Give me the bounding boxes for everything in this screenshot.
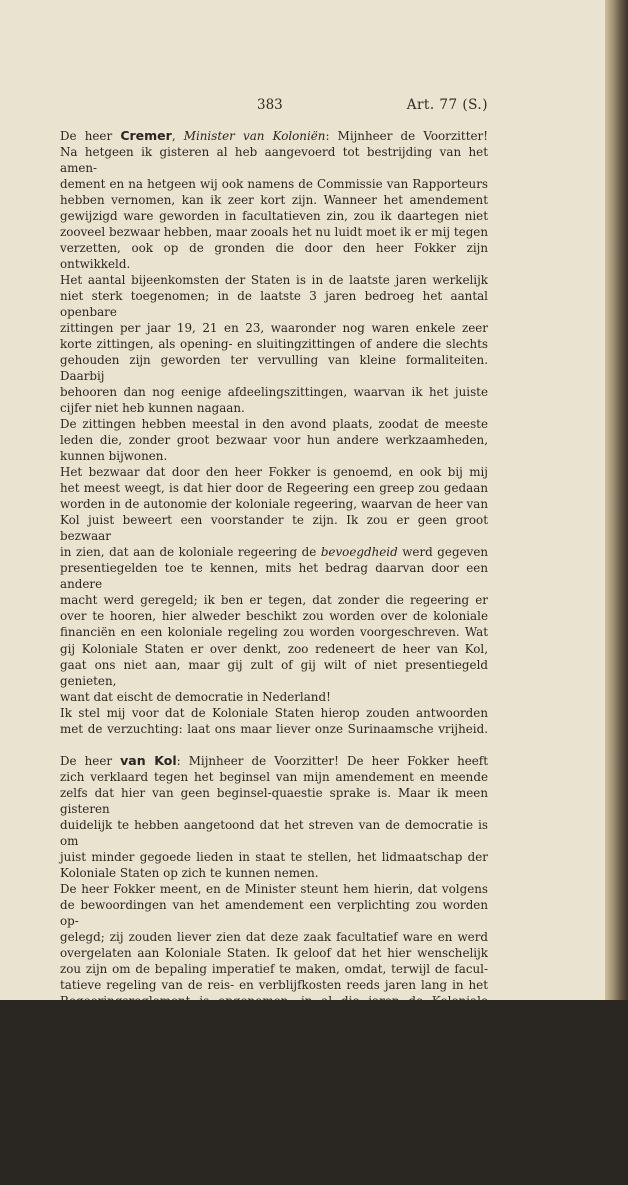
text-line: De heer Cremer, Minister van Koloniën: Mijnheer de Voorzitter!: [60, 128, 488, 143]
text-line: worden in de autonomie der koloniale regeering, waarvan de heer van: [60, 497, 488, 512]
text-line: met de verzuchting: laat ons maar liever onze Surinaamsche vrijheid.: [60, 721, 488, 736]
text-line: Koloniale Staten op zich te kunnen nemen.: [60, 865, 319, 880]
text-line: gelegd; zij zouden liever zien dat deze zaak facultatief ware en werd: [60, 929, 488, 944]
text-line: kunnen bijwonen.: [60, 449, 168, 464]
text-line: De heer Fokker meent, en de Minister steunt hem hierin, dat volgens: [60, 881, 488, 896]
page-edge: [605, 0, 628, 1000]
text-line: Regeeringsreglement is opgenomen, in al die jaren de Koloniale Staten: [60, 993, 488, 1024]
text-line: Het aantal bijeenkomsten der Staten is in de laatste jaren werkelijk: [60, 273, 488, 288]
text-line: uit te voeren wat is vastgesteld.: [60, 1073, 253, 1088]
text-line: gij Koloniale Staten er over denkt, zoo redeneert de heer van Kol,: [60, 641, 488, 656]
text-line: sterken prikkel te hebben om de Koloniale Staten te dwingen althans: [60, 1057, 488, 1072]
text-line: zich verklaard tegen het beginsel van mijn amendement en meende: [60, 769, 488, 784]
text-line: verzuimd hebben de wet uit te voeren. Ik zou dus het imperatieve, dat: [60, 1025, 488, 1040]
text-line: Na hetgeen ik gisteren al heb aangevoerd tot bestrijding van het amen-: [60, 145, 488, 176]
article-reference: Art. 77 (S.): [406, 97, 488, 113]
text-line: zooveel bezwaar hebben, maar zooals het nu luidt moet ik er mij tegen: [60, 225, 488, 240]
text-line: macht werd geregeld; ik ben er tegen, dat zonder die regeering er: [60, 593, 488, 608]
text-line: komt alles toch op hetzelfde neder. De gemeenteraden stellen zelf de: [60, 1170, 488, 1184]
text-line: Kol juist beweert een voorstander te zijn. Ik zou er geen groot bezwaar: [60, 513, 488, 544]
text-line: Daarop kom ik echter nader terug.: [60, 1089, 271, 1104]
text-line: De heer van Kol: Mijnheer de Voorzitter! De heer Fokker heeft: [60, 752, 488, 768]
text-line: duidelijk te hebben aangetoond dat het streven van de democratie is om: [60, 817, 488, 848]
text-line: gewijzigd ware geworden in facultatieven zin, zou ik daartegen niet: [60, 209, 488, 224]
text-line: De zittingen hebben meestal in den avond plaats, zoodat de meeste: [60, 417, 488, 432]
page-number: 383: [257, 97, 283, 113]
text-line: presentiegelden toe te kennen, mits het bedrag daarvan door een andere: [60, 561, 488, 592]
text-line: cijfer niet heb kunnen nagaan.: [60, 401, 245, 416]
text-line: niet sterk toegenomen; in de laatste 3 jaren bedroeg het aantal openbare: [60, 289, 488, 320]
text-line: de bewoordingen van het amendement een verplichting zou worden op-: [60, 897, 488, 928]
text-line: in zien, dat aan de koloniale regeering de bevoegdheid werd gegeven: [60, 545, 489, 560]
text-line: leden die, zonder groot bezwaar voor hun andere werkzaamheden,: [60, 433, 488, 448]
text-line: dement en na hetgeen wij ook namens de Commissie van Rapporteurs: [60, 177, 488, 192]
text-line: tatieve regeling van de reis- en verblijfkosten reeds jaren lang in het: [60, 977, 488, 992]
text-line: juist minder gegoede lieden in staat te stellen, het lidmaatschap der: [60, 849, 488, 864]
text-line: Ik stel mij voor dat de Koloniale Staten hierop zouden antwoorden: [60, 705, 488, 720]
text-line: De opmerking van den heer Fokker betreffende de presentiegelden: [60, 1105, 488, 1120]
text-line: Het bezwaar dat door den heer Fokker is genoemd, en ook bij mij: [60, 465, 488, 480]
text-line: want dat eischt de democratie in Nederland!: [60, 689, 331, 704]
text-line: hebben vernomen, kan ik zeer kort zijn. Wanneer het amendement: [60, 193, 488, 208]
text-line: over te hooren, hier alweder beschikt zou worden over de koloniale: [60, 609, 488, 624]
running-header: [60, 97, 488, 117]
text-line: heeft mij ontbroken om de Gemeentewet na te lezen, maar in de practijk: [60, 1137, 488, 1168]
emphasis: bevoegdheid: [320, 545, 398, 560]
text-line: behooren dan nog eenige afdeelingszittingen, waarvan ik het juiste: [60, 385, 488, 400]
text-line: van de gemeenteraden is slechts ten deele juist. De tijd die mij restte: [60, 1121, 488, 1136]
text-line: gaat ons niet aan, maar gij zult of gij wilt of niet presentiegeld genieten,: [60, 657, 488, 688]
text-line: het meest weegt, is dat hier door de Regeering een greep zou gedaan: [60, 481, 488, 496]
text-line: gehouden zijn geworden ter vervulling van kleine formaliteiten. Daarbij: [60, 353, 488, 384]
body-text: [60, 128, 488, 1185]
text-line: zittingen per jaar 19, 21 en 23, waaronder nog waren enkele zeer: [60, 321, 488, 336]
speaker-role: Minister van Koloniën: [183, 129, 326, 143]
text-line: in het amendement ligt opgesloten, willen handhaven, ten einde een: [60, 1041, 488, 1056]
text-line: financiën en een koloniale regeling zou worden voorgeschreven. Wat: [60, 625, 488, 640]
text-line: zelfs dat hier van geen beginsel-quaestie sprake is. Maar ik meen gisteren: [60, 785, 488, 816]
speaker-name: van Kol: [120, 752, 177, 768]
text-line: korte zittingen, als opening- en sluitingzittingen of andere die slechts: [60, 337, 488, 352]
speaker-name: Cremer: [120, 128, 172, 143]
text-line: zou zijn om de bepaling imperatief te maken, omdat, terwijl de facul-: [60, 961, 488, 976]
text-line: verzetten, ook op de gronden die door den heer Fokker zijn ontwikkeld.: [60, 241, 488, 272]
text-line: overgelaten aan Koloniale Staten. Ik geloof dat het hier wenschelijk: [60, 945, 488, 960]
